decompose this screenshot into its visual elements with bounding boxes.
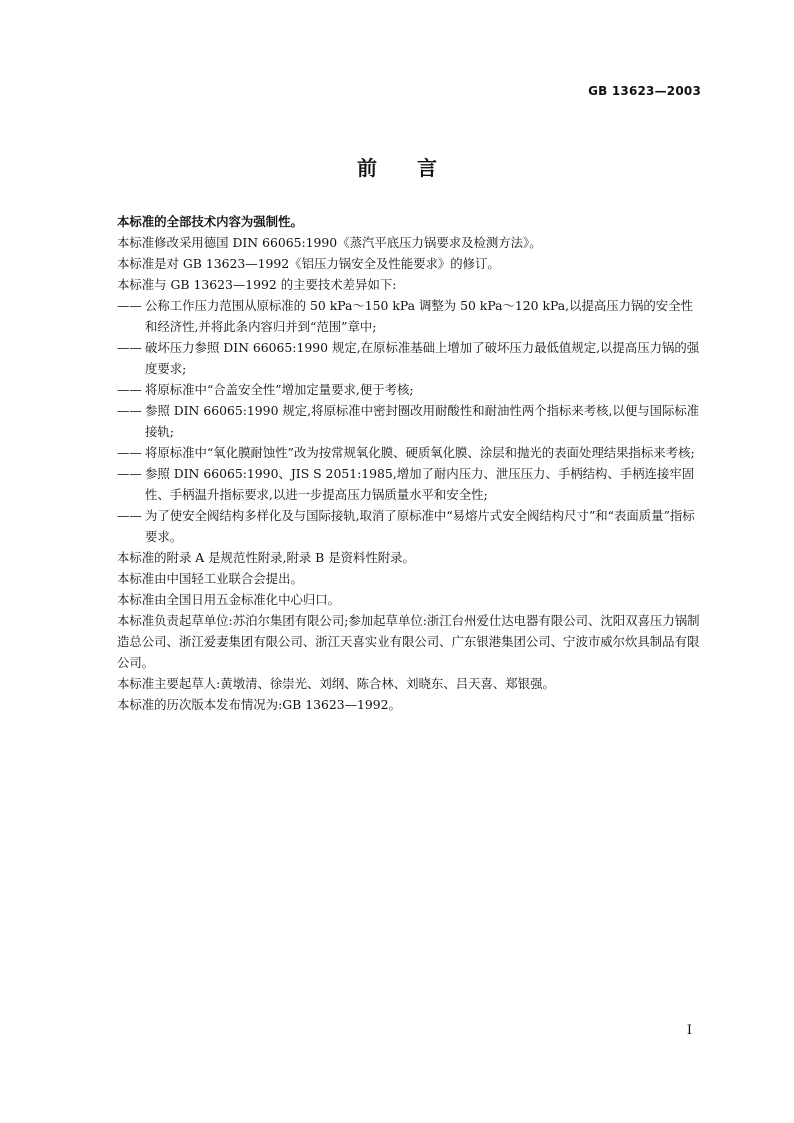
difference-text: 破坏压力参照 DIN 66065:1990 规定,在原标准基础上增加了破坏压力最低值规定,以提高压力锅的强度要求; <box>145 340 700 376</box>
difference-item <box>117 400 705 442</box>
difference-item <box>117 295 705 337</box>
page-number: I <box>686 1023 692 1038</box>
mandatory-statement: 本标准的全部技术内容为强制性。 <box>117 214 303 229</box>
revision-statement: 本标准是对 GB 13623—1992《铝压力锅安全及性能要求》的修订。 <box>117 256 500 271</box>
drafting-units: 本标准负责起草单位:苏泊尔集团有限公司;参加起草单位:浙江台州爱仕达电器有限公司、沈阳双喜压力锅制造总公司、浙江爱妻集团有限公司、浙江天喜实业有限公司、广东银港集团公司、宁波市威尔炊具制品有限公司。 <box>117 613 700 670</box>
standard-code: GB 13623—2003 <box>588 84 701 98</box>
page-title: 前言 <box>357 156 477 180</box>
centralized-statement: 本标准由全国日用五金标准化中心归口。 <box>117 592 341 607</box>
dash-marker: —— <box>117 508 142 523</box>
dash-marker: —— <box>117 382 142 397</box>
foreword-body <box>117 211 705 715</box>
dash-marker: —— <box>117 403 142 418</box>
difference-text: 公称工作压力范围从原标准的 50 kPa～150 kPa 调整为 50 kPa～120 kPa,以提高压力锅的安全性和经济性,并将此条内容归并到“范围”章中; <box>145 298 693 334</box>
difference-item <box>117 337 705 379</box>
difference-text: 将原标准中“合盖安全性”增加定量要求,便于考核; <box>145 382 414 397</box>
difference-text: 将原标准中“氧化膜耐蚀性”改为按常规氧化膜、硬质氧化膜、涂层和抛光的表面处理结果指标来考核; <box>145 445 695 460</box>
proposer-statement: 本标准由中国轻工业联合会提出。 <box>117 571 303 586</box>
dash-marker: —— <box>117 445 142 460</box>
difference-item <box>117 463 705 505</box>
adoption-statement: 本标准修改采用德国 DIN 66065:1990《蒸汽平底压力锅要求及检测方法》。 <box>117 235 542 250</box>
differences-intro: 本标准与 GB 13623—1992 的主要技术差异如下: <box>117 277 397 292</box>
dash-marker: —— <box>117 298 142 313</box>
dash-marker: —— <box>117 340 142 355</box>
difference-text: 参照 DIN 66065:1990、JIS S 2051:1985,增加了耐内压力、泄压压力、手柄结构、手柄连接牢固性、手柄温升指标要求,以进一步提高压力锅质量水平和安全性; <box>145 466 695 502</box>
difference-item <box>117 379 705 400</box>
difference-text: 参照 DIN 66065:1990 规定,将原标准中密封圈改用耐酸性和耐油性两个指标来考核,以便与国际标准接轨; <box>145 403 700 439</box>
dash-marker: —— <box>117 466 142 481</box>
difference-item <box>117 442 705 463</box>
version-history: 本标准的历次版本发布情况为:GB 13623—1992。 <box>117 697 401 712</box>
difference-text: 为了使安全阀结构多样化及与国际接轨,取消了原标准中“易熔片式安全阀结构尺寸”和“表面质量”指标要求。 <box>145 508 695 544</box>
difference-item <box>117 505 705 547</box>
drafters: 本标准主要起草人:黄墩清、徐崇光、刘纲、陈合林、刘晓东、吕天喜、郑银强。 <box>117 676 555 691</box>
annex-statement: 本标准的附录 A 是规范性附录,附录 B 是资料性附录。 <box>117 550 415 565</box>
